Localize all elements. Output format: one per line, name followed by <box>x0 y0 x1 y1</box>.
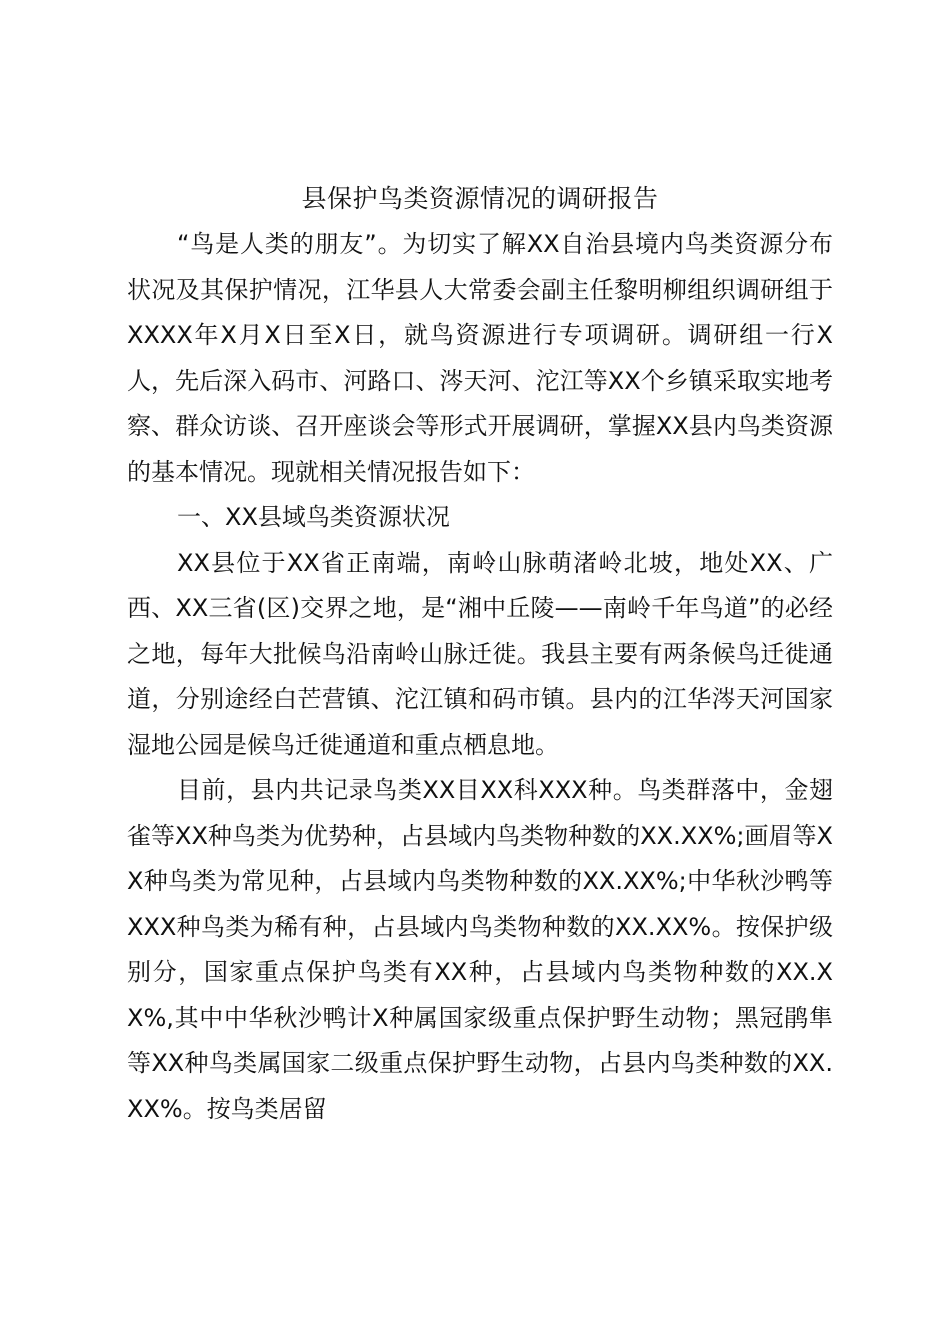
intro-paragraph: “鸟是人类的朋友”。为切实了解XX自治县境内鸟类资源分布状况及其保护情况，江华县人大常委会副主任黎明柳组织调研组于XXXX年X月X日至X日，就鸟资源进行专项调研。调研组一行X人，先后深入码市、河路口、涔天河、沱江等XX个乡镇采取实地考察、群众访谈、召开座谈会等形式开展调研，掌握XX县内鸟类资源的基本情况。现就相关情况报告如下： <box>127 230 833 486</box>
document-title: 县保护鸟类资源情况的调研报告 <box>301 184 659 213</box>
section-paragraph-species: 目前，县内共记录鸟类XX目XX科XXX种。鸟类群落中，金翅雀等XX种鸟类为优势种，占县域内鸟类物种数的XX.XX%;画眉等XX种鸟类为常见种，占县域内鸟类物种数的XX.XX%;中华秋沙鸭等XXX种鸟类为稀有种，占县域内鸟类物种数的XX.XX%。按保护级别分，国家重点保护鸟类有XX种，占县域内鸟类物种数的XX.XX%,其中中华秋沙鸭计X种属国家级重点保护野生动物；黑冠鹃隼等XX种鸟类属国家二级重点保护野生动物，占县内鸟类种数的XX.XX%。按鸟类居留 <box>127 776 833 1123</box>
section-heading: 一、XX县域鸟类资源状况 <box>177 503 450 531</box>
document-body <box>127 176 833 1132</box>
section-paragraph-location: XX县位于XX省正南端，南岭山脉萌渚岭北坡，地处XX、广西、XX三省(区)交界之地，是“湘中丘陵——南岭千年鸟道”的必经之地，每年大批候鸟沿南岭山脉迁徙。我县主要有两条候鸟迁徙通道，分别途经白芒营镇、沱江镇和码市镇。县内的江华涔天河国家湿地公园是候鸟迁徙通道和重点栖息地。 <box>127 548 833 759</box>
